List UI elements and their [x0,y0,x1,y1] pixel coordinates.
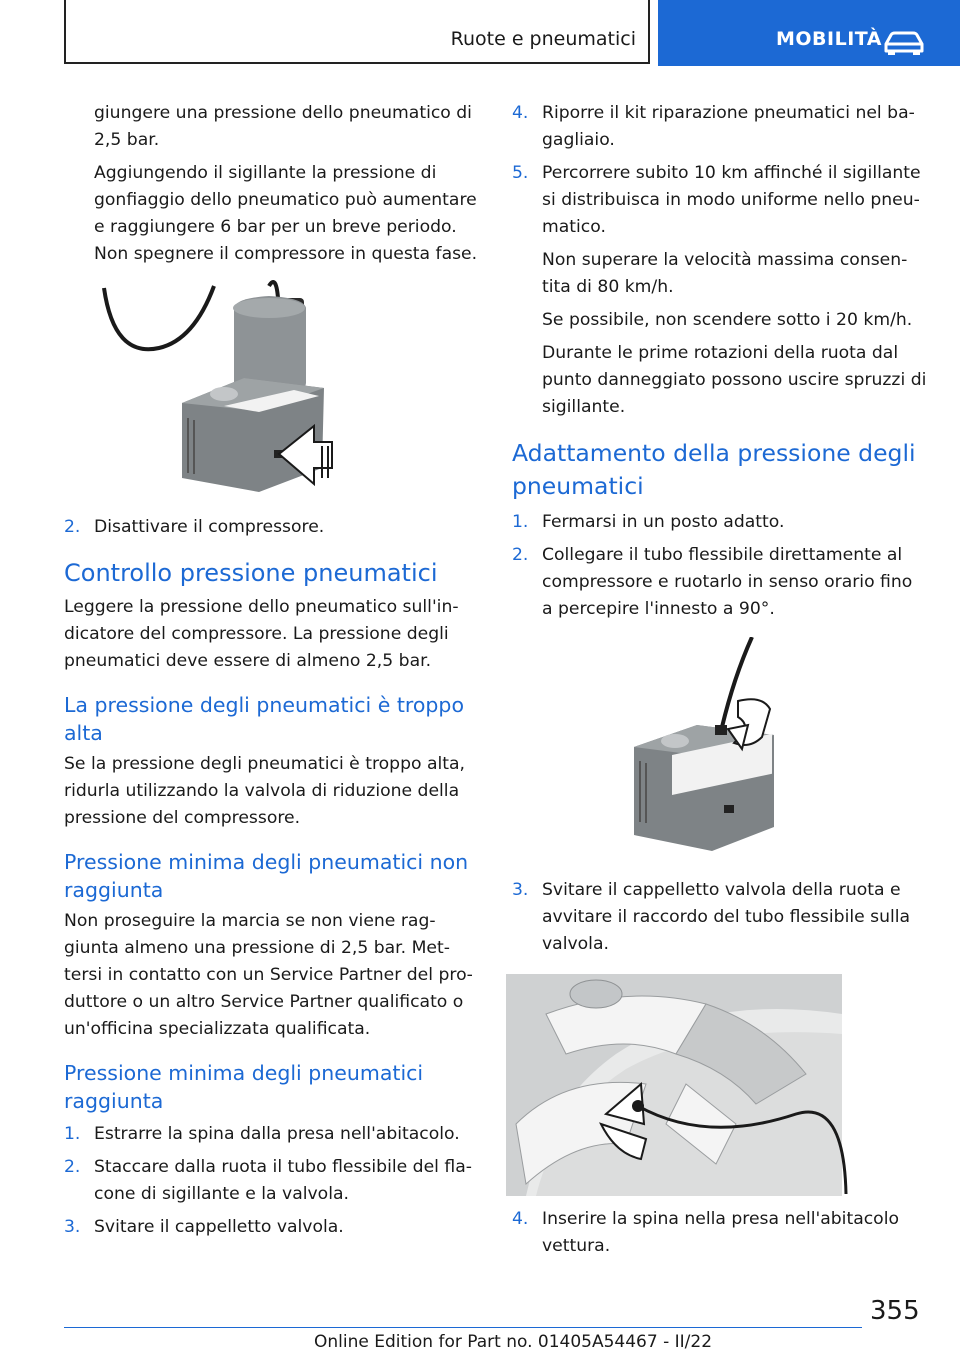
subsection-heading: La pressione degli pneumatici è troppo alta [64,693,464,745]
list-item [64,1154,480,1208]
paragraph: Non proseguire la marcia se non viene raggiunta almeno una pressione di 2,5 bar. Mettersi in contatto con un Service Partner del produttore o un altro Service Partner qualificato o un'officina specializzata qualificata. [64,911,473,1039]
header-section-tab [64,0,650,64]
list-item [512,1206,928,1260]
compressor-hose-illustration [512,637,928,867]
left-column [64,96,480,1241]
list-item [512,877,928,958]
footer-edition: Online Edition for Part no. 01405A54467 - II/22 [314,1332,713,1352]
section-heading: Adattamento della pressione degli pneumatici [512,439,916,500]
step-text: Staccare dalla ruota il tubo flessibile del flacone di sigillante e la valvola. [94,1157,472,1204]
subsection-heading: Pressione minima degli pneumatici non raggiunta [64,850,469,902]
step-text: Percorrere subito 10 km affinché il sigillante si distribuisca in modo uniforme nello pneumatico. [542,163,921,237]
paragraph: giungere una pressione dello pneumatico di 2,5 bar. [94,103,472,150]
wheel-valve-illustration [506,974,922,1196]
list-item [512,100,928,154]
paragraph: Se la pressione degli pneumatici è troppo alta, ridurla utilizzando la valvola di riduzione della pressione del compressore. [64,754,466,828]
note: Se possibile, non scendere sotto i 20 km/h. [542,310,913,330]
step-number: 1. [64,1124,81,1144]
step-text: Estrarre la spina dalla presa nell'abitacolo. [94,1124,460,1144]
header-section-title: Ruote e pneumatici [450,28,636,50]
header-chapter-tab[interactable] [658,0,960,66]
step-number: 1. [512,512,529,532]
step-number: 3. [64,1217,81,1237]
right-column [512,96,928,1260]
note: Non superare la velocità massima consentita di 80 km/h. [542,250,908,297]
compressor-illustration [64,278,480,508]
step-number: 5. [512,163,529,183]
step-text: Fermarsi in un posto adatto. [542,512,785,532]
step-text: Riporre il kit riparazione pneumatici nel bagagliaio. [542,103,915,150]
paragraph: Aggiungendo il sigillante la pressione di gonfiaggio dello pneumatico può aumentare e raggiungere 6 bar per un breve periodo. Non spegnere il compressore in questa fase. [94,163,478,264]
step-number: 2. [512,545,529,565]
step-number: 3. [512,880,529,900]
section-heading: Controllo pressione pneumatici [64,559,438,587]
list-item [512,509,928,536]
paragraph: Leggere la pressione dello pneumatico sull'indicatore del compressore. La pressione degli pneumatici deve essere di almeno 2,5 bar. [64,597,459,671]
step-number: 4. [512,1209,529,1229]
header-chapter-title: MOBILITÀ [776,28,882,50]
step-number: 2. [64,517,81,537]
step-text: Disattivare il compressore. [94,517,325,537]
page-number: 355 [870,1296,920,1326]
list-item [64,514,480,541]
step-text: Collegare il tubo flessibile direttamente al compressore e ruotarlo in senso orario fino a percepire l'innesto a 90°. [542,545,913,619]
step-text: Svitare il cappelletto valvola della ruota e avvitare il raccordo del tubo flessibile sulla valvola. [542,880,911,954]
step-text: Inserire la spina nella presa nell'abitacolo vettura. [542,1209,899,1256]
list-item [512,542,928,623]
note: Durante le prime rotazioni della ruota dal punto danneggiato possono uscire spruzzi di sigillante. [542,343,927,417]
car-icon [882,30,926,56]
list-item [512,160,928,241]
step-number: 2. [64,1157,81,1177]
step-number: 4. [512,103,529,123]
subsection-heading: Pressione minima degli pneumatici raggiunta [64,1061,424,1113]
list-item [64,1121,480,1148]
list-item [64,1214,480,1241]
step-text: Svitare il cappelletto valvola. [94,1217,344,1237]
footer-divider [64,1327,862,1328]
